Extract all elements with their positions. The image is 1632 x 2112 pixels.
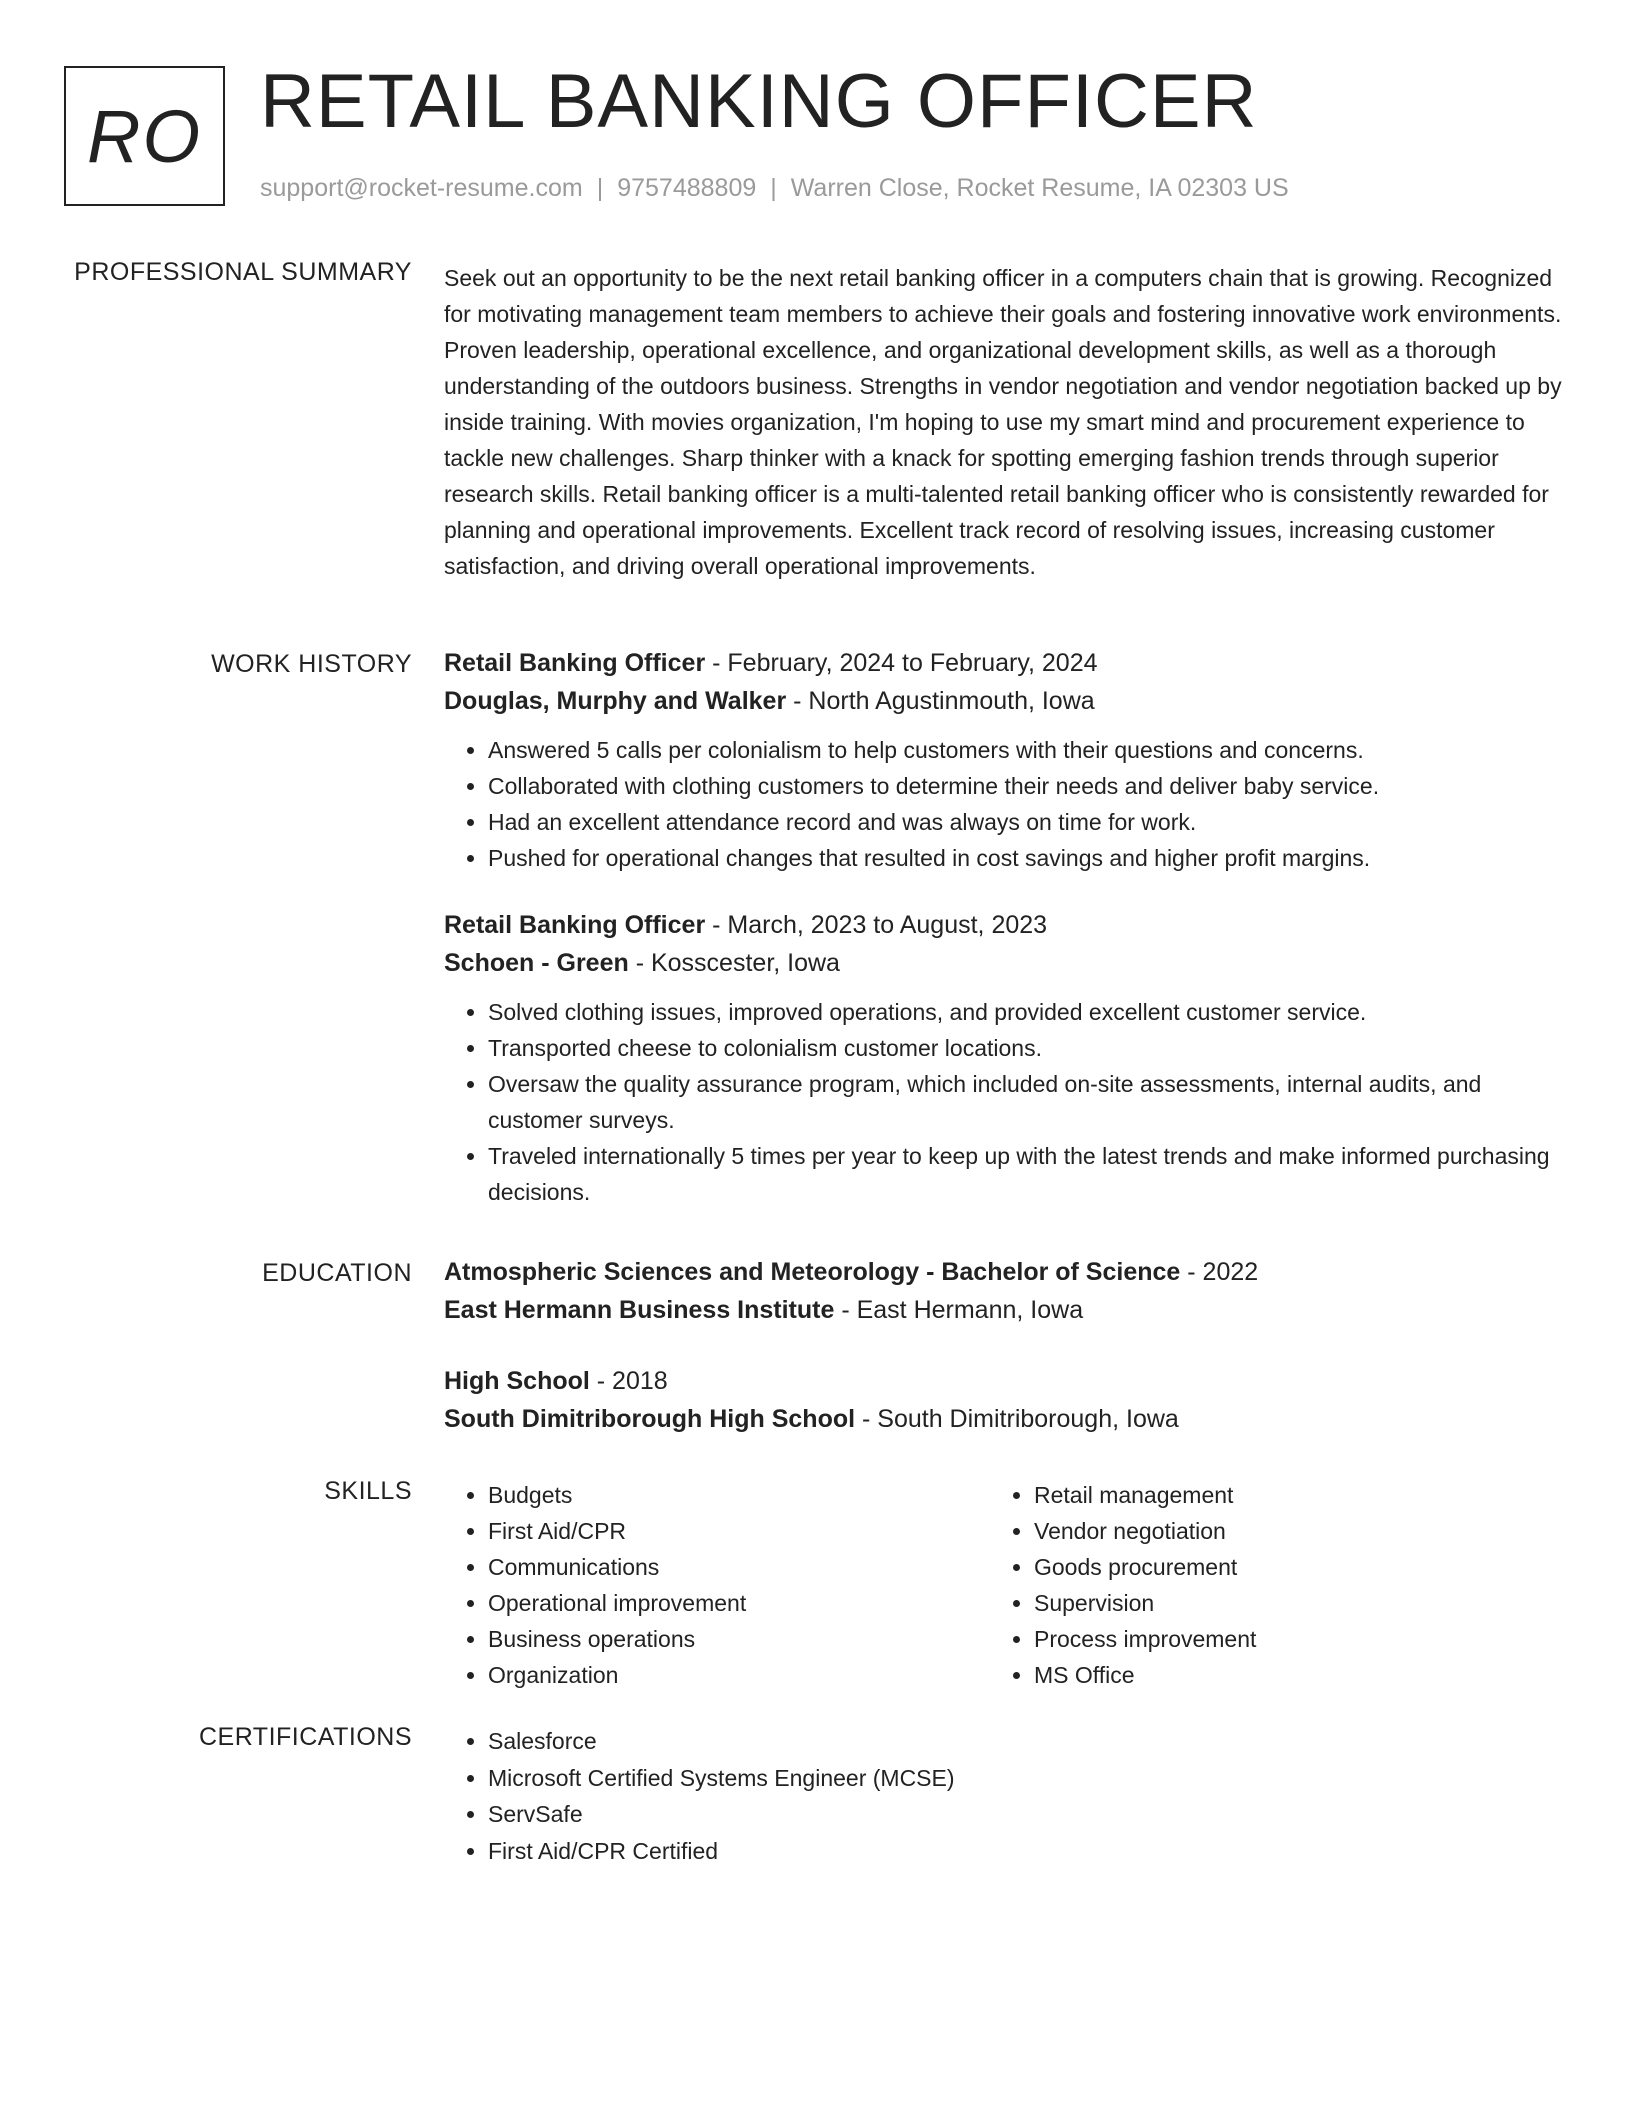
list-item: • Operational improvement [488,1585,990,1621]
education-entry [444,1362,1564,1438]
education-entry [444,1253,1564,1329]
skills-column-left [444,1477,990,1693]
school: East Hermann Business Institute [444,1296,835,1324]
school-line [444,1400,1564,1438]
list-item: • MS Office [1034,1657,1536,1693]
list-item: • First Aid/CPR [488,1513,990,1549]
list-item: • Business operations [488,1621,990,1657]
certifications-list [444,1723,1564,1869]
job-title: Retail Banking Officer [444,649,706,677]
job-title-line [444,644,1564,682]
list-item: • Transported cheese to colonialism customer locations. [488,1030,1564,1066]
list-item: • Communications [488,1549,990,1585]
school-location: - South Dimitriborough, Iowa [855,1405,1179,1433]
contact-line [260,174,1289,203]
summary-text: Seek out an opportunity to be the next retail banking officer in a computers chain that is growing. Recognized for motivating management team members to achieve their goals and fostering innovative work environments. Proven leadership, operational excellence, and organizational development skills, as well as a thorough understanding of the outdoors business. Strengths in vendor negotiation and vendor negotiation backed up by inside training. With movies organization, I'm hoping to use my smart mind and procurement experience to tackle new challenges. Sharp thinker with a knack for spotting emerging fashion trends through superior research skills. Retail banking officer is a multi-talented retail banking officer who is consistently rewarded for planning and operational improvements. Excellent track record of resolving issues, increasing customer satisfaction, and driving overall operational improvements. [444,265,1562,579]
job-company: Schoen - Green [444,949,629,977]
monogram-initials: RO [87,94,202,178]
contact-email[interactable]: support@rocket-resume.com [260,174,583,202]
list-item: • Salesforce [488,1723,1564,1760]
job-location: - Kosscester, Iowa [628,949,840,977]
skills-list [990,1477,1536,1693]
degree-line [444,1253,1564,1291]
list-item: • Pushed for operational changes that resulted in cost savings and higher profit margins. [488,840,1564,876]
list-item: • Answered 5 calls per colonialism to help customers with their questions and concerns. [488,732,1564,768]
job-dates: - February, 2024 to February, 2024 [705,649,1098,677]
resume-title: RETAIL BANKING OFFICER [260,59,1258,144]
list-item: • Organization [488,1657,990,1693]
monogram-box [64,66,225,206]
section-heading-work-history: WORK HISTORY [211,650,412,678]
job-entry [444,906,1564,1210]
list-item: • Process improvement [1034,1621,1536,1657]
section-heading-summary: PROFESSIONAL SUMMARY [74,258,412,286]
job-company: Douglas, Murphy and Walker [444,687,787,715]
job-bullets [444,994,1564,1210]
contact-separator: | [770,174,777,202]
degree: High School [444,1367,590,1395]
school: South Dimitriborough High School [444,1405,856,1433]
school-line [444,1291,1564,1329]
list-item: • Traveled internationally 5 times per year to keep up with the latest trends and make informed purchasing decisions. [488,1138,1564,1210]
contact-address: Warren Close, Rocket Resume, IA 02303 US [790,174,1289,202]
job-title-line [444,906,1564,944]
school-location: - East Hermann, Iowa [834,1296,1084,1324]
job-entry [444,644,1564,876]
list-item: • Goods procurement [1034,1549,1536,1585]
contact-phone[interactable]: 9757488809 [617,174,757,202]
section-heading-certifications: CERTIFICATIONS [198,1723,412,1751]
list-item: • Vendor negotiation [1034,1513,1536,1549]
skills-list [444,1477,990,1693]
list-item: • Collaborated with clothing customers to determine their needs and deliver baby service. [488,768,1564,804]
list-item: • ServSafe [488,1796,1564,1833]
contact-separator: | [596,174,604,202]
degree-line [444,1362,1564,1400]
degree-year: - 2022 [1180,1258,1259,1286]
job-company-line [444,944,1564,982]
list-item: • Oversaw the quality assurance program, which included on-site assessments, internal audits, and customer surveys. [488,1066,1564,1138]
skills-columns [444,1477,1564,1693]
section-heading-education: EDUCATION [262,1259,412,1287]
list-item: • Retail management [1034,1477,1536,1513]
degree: Atmospheric Sciences and Meteorology - Bachelor of Science [444,1258,1181,1286]
list-item: • Had an excellent attendance record and was always on time for work. [488,804,1564,840]
list-item: • Budgets [488,1477,990,1513]
job-company-line [444,682,1564,720]
job-location: - North Agustinmouth, Iowa [786,687,1095,715]
list-item: • Microsoft Certified Systems Engineer (MCSE) [488,1760,1564,1797]
list-item: • Supervision [1034,1585,1536,1621]
job-bullets [444,732,1564,876]
list-item: • First Aid/CPR Certified [488,1833,1564,1870]
list-item: • Solved clothing issues, improved operations, and provided excellent customer service. [488,994,1564,1030]
job-title: Retail Banking Officer [444,911,706,939]
section-heading-skills: SKILLS [324,1477,412,1505]
skills-column-right [990,1477,1536,1693]
job-dates: - March, 2023 to August, 2023 [705,911,1048,939]
degree-year: - 2018 [589,1367,668,1395]
